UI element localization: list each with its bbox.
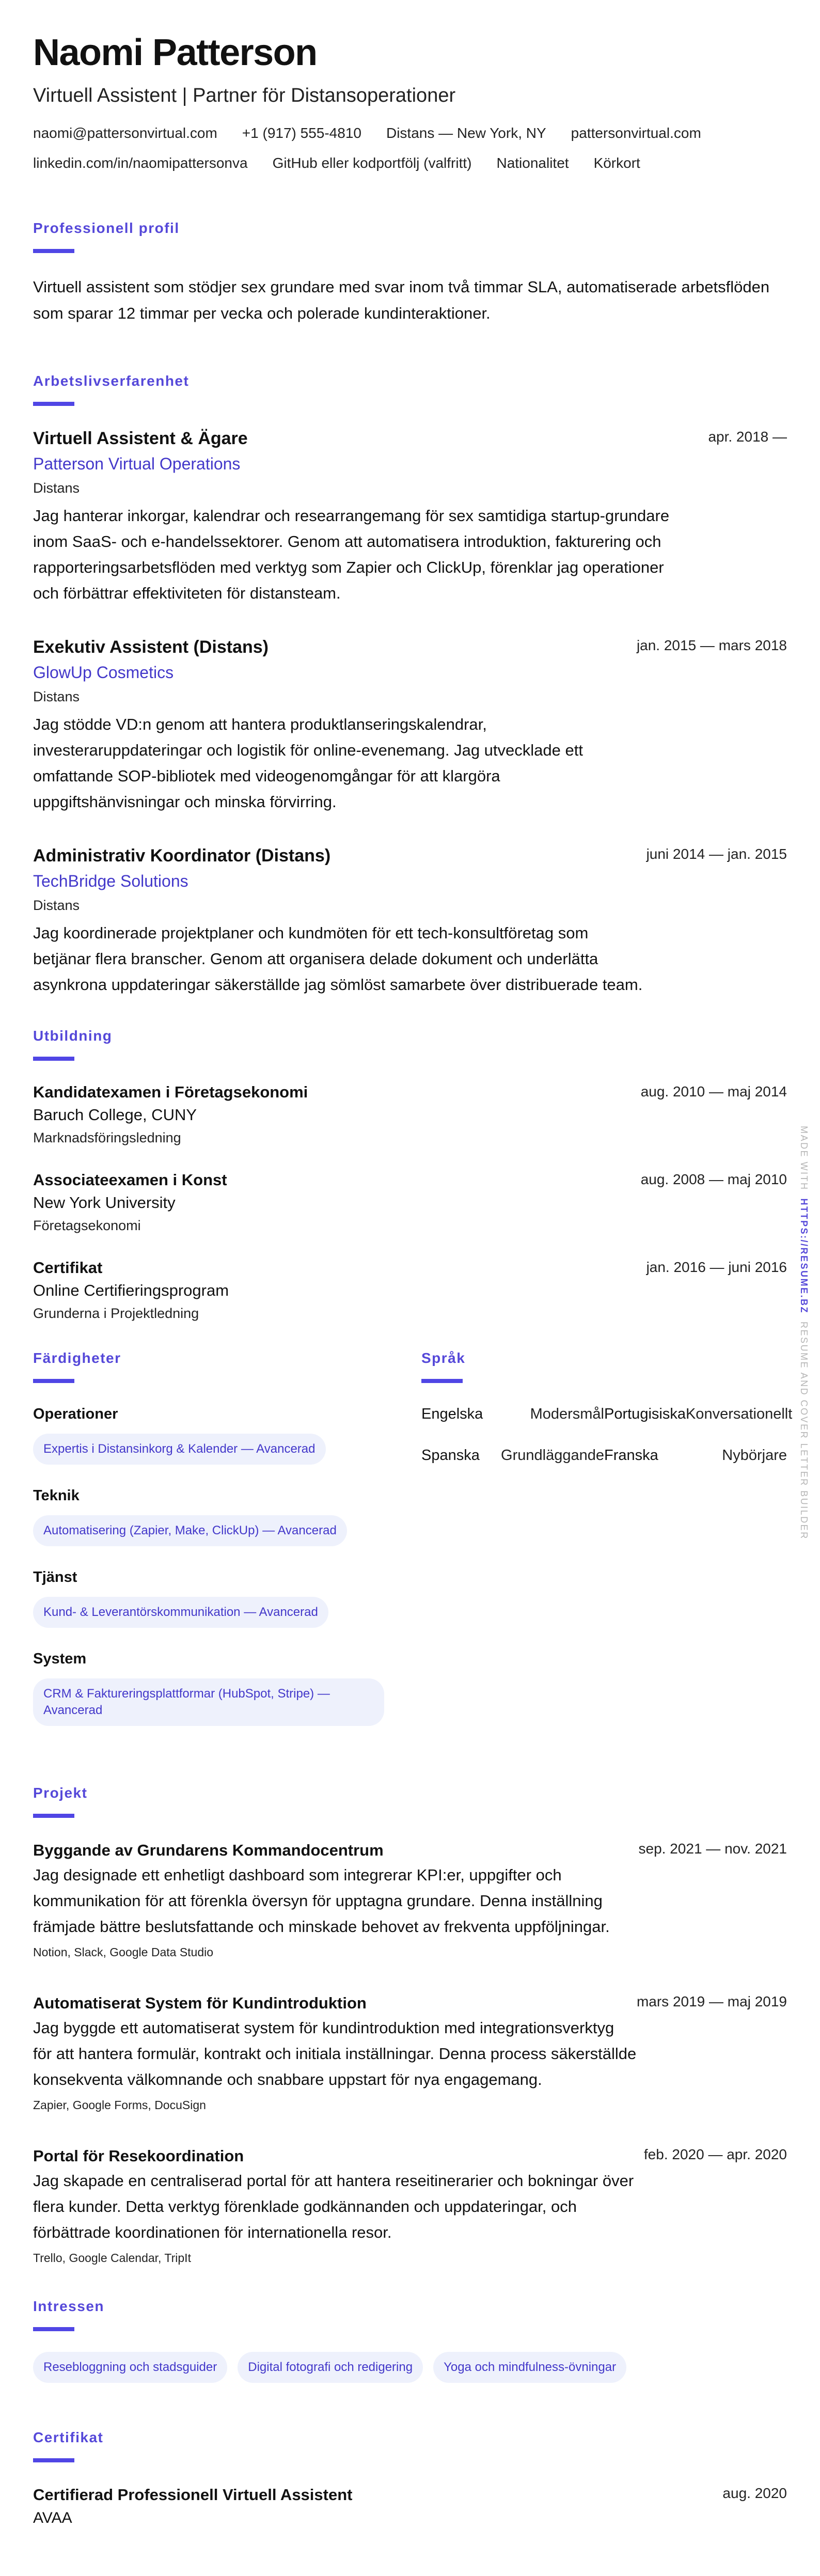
section-title: Intressen	[33, 2298, 104, 2314]
job-title: Administrativ Koordinator (Distans)	[33, 846, 331, 866]
education-date: jan. 2016 — juni 2016	[646, 1259, 787, 1275]
skills-languages-row	[33, 1349, 793, 1747]
language-level: Nybörjare	[722, 1447, 787, 1464]
section-title: Arbetslivserfarenhet	[33, 373, 190, 389]
skill-category: System	[33, 1651, 87, 1667]
profile-text: Virtuell assistent som stödjer sex grundare med svar inom två timmar SLA, automatiserade arbetsflöden som sparar 12 timmar per vecka och polerade kundinteraktioner.	[33, 278, 770, 322]
project-entry	[33, 2144, 787, 2268]
interest-tag: Yoga och mindfulness-övningar	[433, 2352, 626, 2383]
contact-phone[interactable]: +1 (917) 555-4810	[242, 125, 361, 141]
project-details	[33, 2144, 644, 2268]
project-tech: Zapier, Google Forms, DocuSign	[33, 2098, 206, 2112]
project-date: mars 2019 — maj 2019	[636, 1993, 787, 2009]
project-date: sep. 2021 — nov. 2021	[638, 1841, 787, 1857]
school-name: New York University	[33, 1193, 176, 1212]
language-item	[604, 1445, 787, 1466]
languages-section	[421, 1349, 793, 1747]
skill-category: Tjänst	[33, 1569, 77, 1585]
project-details	[33, 1991, 637, 2115]
certificate-name: Certifierad Professionell Virtuell Assistent	[33, 2486, 353, 2504]
field-of-study: Marknadsföringsledning	[33, 1130, 181, 1145]
projects-section	[33, 1784, 787, 2268]
candidate-name: Naomi Patterson	[33, 32, 317, 73]
project-tech: Trello, Google Calendar, TripIt	[33, 2251, 191, 2265]
job-location: Distans	[33, 480, 80, 496]
project-name: Portal för Resekoordination	[33, 2147, 244, 2165]
project-description: Jag designade ett enhetligt dashboard som integrerar KPI:er, uppgifter och kommunikation för att förenkla översyn för upptagna grundare. Denna inställning främjade bättre beslutsfattande och minskade behovet av frekventa uppföljningar.	[33, 1866, 610, 1936]
project-details	[33, 1839, 639, 1962]
project-description: Jag skapade en centraliserad portal för att hantera reseitinerarier och bokningar över flera kunder. Detta verktyg förenklade godkännanden och uppdateringar, och förbättrade koordinationen för internationella resor.	[33, 2172, 634, 2241]
certificate-issuer: AVAA	[33, 2509, 72, 2526]
interest-tag: Resebloggning och stadsguider	[33, 2352, 227, 2383]
job-description: Jag koordinerade projektplaner och kundmöten för ett tech-konsultföretag som betjänar flera branscher. Genom att organisera delade dokument och underlätta asynkrona uppdateringar säkerställde jag sömlöst samarbete över distribuerade team.	[33, 924, 643, 994]
interest-tag: Digital fotografi och redigering	[238, 2352, 423, 2383]
contact-nationality: Nationalitet	[496, 155, 569, 171]
job-location: Distans	[33, 898, 80, 913]
project-description: Jag byggde ett automatiserat system för kundintroduktion med integrationsverktyg för att hantera formulär, kontrakt och initiala inställningar. Denna process säkerställde konsekventa välkomnande och snabbare uppstart för nya engagemang.	[33, 2019, 637, 2088]
section-title: Professionell profil	[33, 220, 180, 236]
certificate-entry	[33, 2483, 787, 2530]
language-name: Franska	[604, 1447, 658, 1464]
degree: Associateexamen i Konst	[33, 1171, 227, 1189]
company-name: TechBridge Solutions	[33, 872, 188, 890]
skill-category: Operationer	[33, 1406, 118, 1422]
job-date: juni 2014 — jan. 2015	[646, 846, 787, 862]
contact-website[interactable]: pattersonvirtual.com	[571, 125, 701, 141]
resume-header	[33, 31, 787, 174]
project-name: Automatiserat System för Kundintroduktion	[33, 1994, 367, 2012]
school-name: Online Certifieringsprogram	[33, 1281, 229, 1299]
section-divider	[33, 2458, 74, 2462]
skill-group	[33, 1567, 421, 1628]
skill-tag: CRM & Faktureringsplattformar (HubSpot, Stripe) — Avancerad	[33, 1678, 384, 1726]
experience-entry	[33, 844, 787, 998]
language-name: Portugisiska	[604, 1406, 686, 1422]
section-divider	[33, 1379, 74, 1383]
section-divider	[33, 1814, 74, 1818]
project-tech: Notion, Slack, Google Data Studio	[33, 1945, 214, 1959]
job-title: Exekutiv Assistent (Distans)	[33, 637, 269, 657]
section-divider	[33, 402, 74, 406]
contact-github[interactable]: GitHub eller kodportfölj (valfritt)	[272, 155, 472, 171]
education-section	[33, 1027, 787, 1324]
contact-linkedin[interactable]: linkedin.com/in/naomipattersonva	[33, 155, 248, 171]
certificate-details	[33, 2483, 722, 2530]
project-entry	[33, 1991, 787, 2115]
contact-list	[33, 123, 777, 174]
school-name: Baruch College, CUNY	[33, 1106, 197, 1124]
job-date: jan. 2015 — mars 2018	[636, 637, 787, 653]
field-of-study: Företagsekonomi	[33, 1218, 141, 1233]
language-level: Modersmål	[530, 1406, 604, 1422]
experience-entry	[33, 635, 787, 815]
language-level: Konversationellt	[685, 1406, 793, 1422]
experience-section	[33, 372, 787, 998]
job-title: Virtuell Assistent & Ägare	[33, 429, 248, 448]
contact-location: Distans — New York, NY	[386, 125, 546, 141]
language-level: Grundläggande	[501, 1447, 604, 1464]
project-entry	[33, 1839, 787, 1962]
section-divider	[33, 1057, 74, 1061]
experience-details	[33, 427, 708, 606]
watermark-suffix: RESUME AND COVER LETTER BUILDER	[799, 1322, 809, 1540]
watermark-link[interactable]: HTTPS://RESUME.BZ	[799, 1198, 809, 1314]
section-title: Språk	[421, 1350, 466, 1366]
section-divider	[421, 1379, 463, 1383]
resume	[33, 31, 793, 2558]
certificate-date: aug. 2020	[722, 2485, 787, 2501]
skill-group	[33, 1648, 421, 1726]
contact-email[interactable]: naomi@pattersonvirtual.com	[33, 125, 217, 141]
language-item	[604, 1404, 793, 1424]
skill-tag: Expertis i Distansinkorg & Kalender — Avancerad	[33, 1434, 326, 1465]
skill-group	[33, 1485, 421, 1546]
education-details	[33, 1257, 646, 1324]
watermark	[798, 1126, 809, 1540]
experience-details	[33, 635, 637, 815]
skill-category: Teknik	[33, 1487, 80, 1504]
job-description: Jag hanterar inkorgar, kalendrar och researrangemang för sex samtidiga startup-grundare inom SaaS- och e-handelssektorer. Genom att automatisera introduktion, fakturering och rapporteringsarbetsflöden med verktyg som Zapier och ClickUp, förenklar jag operationer och förbättrar effektiviteten för distansteam.	[33, 507, 670, 602]
experience-details	[33, 844, 646, 998]
section-title: Certifikat	[33, 2429, 104, 2445]
education-entry	[33, 1257, 787, 1324]
education-details	[33, 1169, 641, 1236]
profile-section	[33, 219, 787, 326]
language-item	[421, 1404, 604, 1424]
contact-license: Körkort	[593, 155, 640, 171]
section-title: Projekt	[33, 1785, 88, 1801]
section-title: Färdigheter	[33, 1350, 121, 1366]
company-name: GlowUp Cosmetics	[33, 663, 174, 682]
education-date: aug. 2010 — maj 2014	[640, 1083, 787, 1099]
field-of-study: Grunderna i Projektledning	[33, 1306, 199, 1321]
language-item	[421, 1445, 604, 1466]
skill-group	[33, 1404, 421, 1465]
experience-entry	[33, 427, 787, 606]
degree: Certifikat	[33, 1259, 103, 1277]
project-name: Byggande av Grundarens Kommandocentrum	[33, 1841, 384, 1859]
skill-tag: Automatisering (Zapier, Make, ClickUp) — Avancerad	[33, 1515, 347, 1546]
project-date: feb. 2020 — apr. 2020	[643, 2146, 787, 2162]
job-date: apr. 2018 —	[708, 429, 787, 445]
interests-section	[33, 2297, 787, 2383]
education-entry	[33, 1169, 787, 1236]
company-name: Patterson Virtual Operations	[33, 454, 241, 473]
job-location: Distans	[33, 689, 80, 704]
watermark-prefix: MADE WITH	[799, 1126, 809, 1191]
language-name: Spanska	[421, 1447, 480, 1464]
skills-section	[33, 1349, 421, 1747]
education-date: aug. 2008 — maj 2010	[640, 1171, 787, 1187]
section-divider	[33, 2327, 74, 2331]
certificates-section	[33, 2428, 787, 2530]
degree: Kandidatexamen i Företagsekonomi	[33, 1083, 308, 1101]
candidate-title: Virtuell Assistent | Partner för Distansoperationer	[33, 85, 456, 106]
language-name: Engelska	[421, 1406, 483, 1422]
section-title: Utbildning	[33, 1028, 113, 1044]
skill-tag: Kund- & Leverantörskommunikation — Avancerad	[33, 1597, 328, 1628]
job-description: Jag stödde VD:n genom att hantera produktlanseringskalendrar, investeraruppdateringar och logistik för online-evenemang. Jag utvecklade ett omfattande SOP-bibliotek med videogenomgångar för att klargöra uppgiftshänvisningar och minska förvirring.	[33, 715, 583, 811]
education-details	[33, 1081, 641, 1149]
education-entry	[33, 1081, 787, 1149]
section-divider	[33, 249, 74, 253]
